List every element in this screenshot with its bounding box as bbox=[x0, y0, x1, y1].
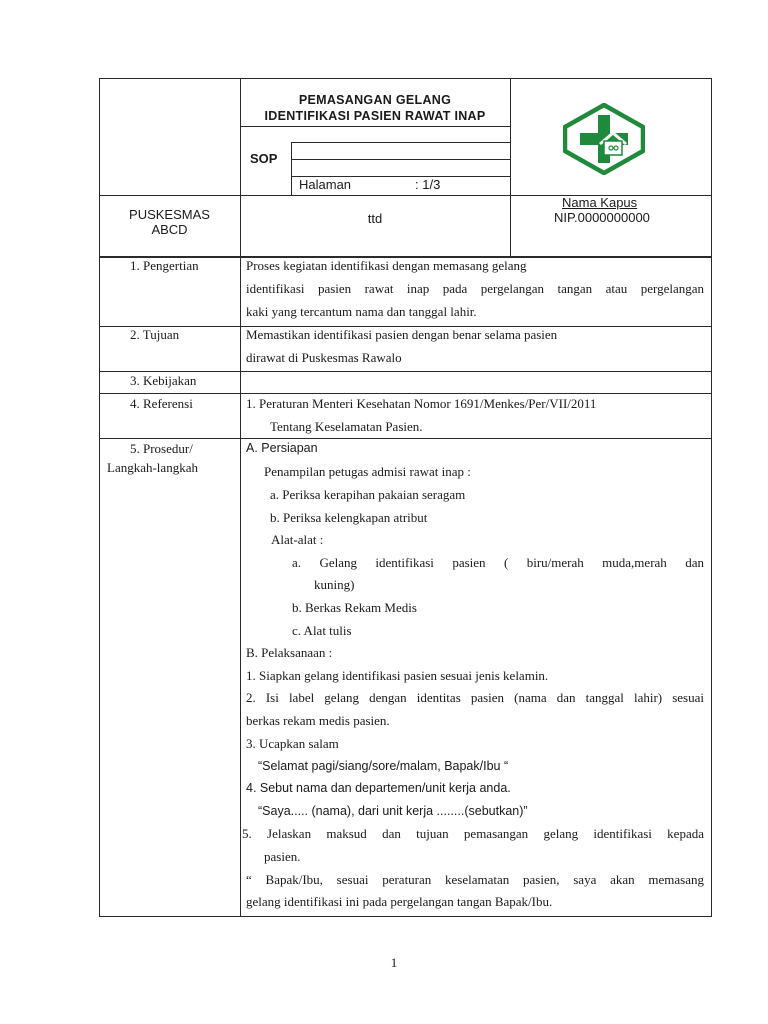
prosedur-line: Alat-alat : bbox=[271, 532, 324, 547]
sop-line-2 bbox=[291, 159, 510, 160]
pengertian-line1: Proses kegiatan identifikasi dengan memasang gelang bbox=[246, 258, 527, 273]
prosedur-line: “ Bapak/Ibu, sesuai peraturan keselamatan pasien, saya akan memasang bbox=[246, 872, 704, 887]
pengertian-line2: identifikasi pasien rawat inap pada pergelangan tangan atau pergelangan bbox=[246, 281, 704, 296]
org-name-line2: ABCD bbox=[151, 222, 188, 237]
document-title-line2: IDENTIFIKASI PASIEN RAWAT INAP bbox=[264, 109, 486, 123]
prosedur-line: A. Persiapan bbox=[246, 441, 318, 455]
org-name-line1: PUSKESMAS bbox=[129, 207, 210, 222]
prosedur-line: 4. Sebut nama dan departemen/unit kerja anda. bbox=[246, 781, 511, 795]
tujuan-line2: dirawat di Puskesmas Rawalo bbox=[246, 350, 402, 365]
prosedur-line: 1. Siapkan gelang identifikasi pasien sesuai jenis kelamin. bbox=[246, 668, 549, 683]
prosedur-line: 5. Jelaskan maksud dan tujuan pemasangan gelang identifikasi kepada bbox=[242, 826, 704, 841]
row-label-referensi: 4. Referensi bbox=[130, 396, 193, 411]
title-underline bbox=[240, 126, 510, 127]
prosedur-line: kuning) bbox=[314, 577, 355, 592]
row-label-prosedur: 5. Prosedur/ bbox=[130, 441, 193, 456]
prosedur-line: a. Gelang identifikasi pasien ( biru/merah muda,merah dan bbox=[292, 555, 704, 570]
row-divider-3 bbox=[99, 393, 712, 394]
prosedur-line: b. Periksa kelengkapan atribut bbox=[270, 510, 428, 525]
content-column-divider bbox=[240, 256, 241, 917]
referensi-line2: Tentang Keselamatan Pasien. bbox=[270, 419, 423, 434]
prosedur-line: Penampilan petugas admisi rawat inap : bbox=[264, 464, 471, 479]
prosedur-line: pasien. bbox=[264, 849, 301, 864]
row-divider-4 bbox=[99, 438, 712, 439]
prosedur-line: 3. Ucapkan salam bbox=[246, 736, 339, 751]
sop-divider bbox=[291, 142, 292, 195]
prosedur-line: b. Berkas Rekam Medis bbox=[292, 600, 417, 615]
prosedur-line: a. Periksa kerapihan pakaian seragam bbox=[270, 487, 466, 502]
document-title-line1: PEMASANGAN GELANG bbox=[298, 93, 452, 107]
prosedur-line: c. Alat tulis bbox=[292, 623, 352, 638]
prosedur-line: berkas rekam medis pasien. bbox=[246, 713, 390, 728]
puskesmas-logo-icon bbox=[563, 103, 645, 175]
signer-nip: NIP.0000000000 bbox=[554, 210, 650, 225]
prosedur-line: 2. Isi label gelang dengan identitas pasien (nama dan tanggal lahir) sesuai bbox=[246, 690, 704, 705]
prosedur-line: B. Pelaksanaan : bbox=[246, 645, 333, 660]
halaman-value: : 1/3 bbox=[415, 177, 441, 192]
sop-label: SOP bbox=[250, 151, 278, 166]
referensi-line1: 1. Peraturan Menteri Kesehatan Nomor 1691/Menkes/Per/VII/2011 bbox=[246, 396, 597, 411]
halaman-label: Halaman bbox=[299, 177, 352, 192]
signature-ttd: ttd bbox=[367, 211, 383, 226]
row-label-pengertian: 1. Pengertian bbox=[130, 258, 199, 273]
signer-name: Nama Kapus bbox=[562, 195, 638, 210]
row-label-prosedur-line2: Langkah-langkah bbox=[107, 460, 198, 475]
prosedur-line: gelang identifikasi ini pada pergelangan tangan Bapak/Ibu. bbox=[246, 894, 553, 909]
pengertian-line3: kaki yang tercantum nama dan tanggal lahir. bbox=[246, 304, 477, 319]
prosedur-line: “Saya..... (nama), dari unit kerja ........(sebutkan)” bbox=[258, 804, 528, 818]
row-divider-2 bbox=[99, 371, 712, 372]
page-number: 1 bbox=[390, 955, 398, 970]
header-divider-right bbox=[510, 78, 511, 258]
prosedur-line: “Selamat pagi/siang/sore/malam, Bapak/Ibu “ bbox=[258, 759, 509, 773]
row-label-tujuan: 2. Tujuan bbox=[130, 327, 180, 342]
tujuan-line1: Memastikan identifikasi pasien dengan benar selama pasien bbox=[246, 327, 558, 342]
row-label-kebijakan: 3. Kebijakan bbox=[130, 373, 197, 388]
sop-line-1 bbox=[291, 142, 510, 143]
